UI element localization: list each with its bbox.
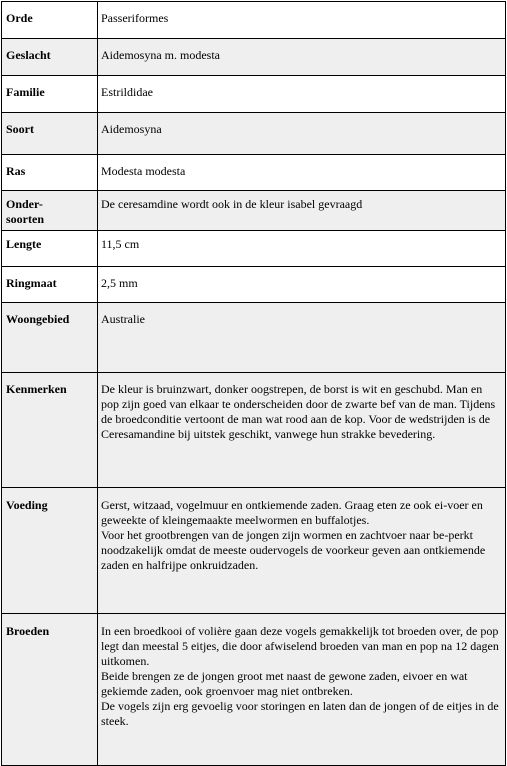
row-value: [98, 76, 506, 113]
row-label: Kenmerken: [2, 373, 98, 488]
row-value-text: In een broedkooi of volière gaan deze vogels gemakkelijk tot broeden over, de pop legt dan meestal 5 eitjes, die door afwiselend broeden van man en pop na 12 dagen uitkomen.: [101, 624, 499, 668]
row-orde: [2, 2, 506, 39]
row-value-text: Australie: [101, 312, 145, 326]
row-label: [2, 191, 98, 231]
row-value-text: Beide brengen ze de jongen groot met naast de gewone zaden, eivoer en wat gekiemde zaden, ook groenvoer mag niet ontbreken.: [101, 669, 468, 698]
row-value: [98, 2, 506, 39]
row-label: Geslacht: [2, 39, 98, 76]
row-value: [98, 113, 506, 155]
row-label: Lengte: [2, 231, 98, 267]
row-familie: [2, 76, 506, 113]
row-label: Woongebied: [2, 303, 98, 373]
row-value: [98, 614, 506, 766]
row-value-text: Passeriformes: [101, 11, 169, 25]
row-value-text: De ceresamdine wordt ook in de kleur isabel gevraagd: [101, 197, 363, 211]
row-value: [98, 231, 506, 267]
row-value: [98, 191, 506, 231]
row-value-text: De vogels zijn erg gevoelig voor storingen en laten dan de jongen of de eitjes in de steek.: [101, 699, 499, 728]
row-value: [98, 373, 506, 488]
row-value-text: Aidemosyna: [101, 122, 162, 136]
row-value-text: Voor het grootbrengen van de jongen zijn wormen en zachtvoer naar be-perkt noodzakelijk omdat de meeste oudervogels de voorkeur geven aan ontkiemende zaden en halfrijpe onkruidzaden.: [101, 528, 486, 572]
row-value: [98, 267, 506, 303]
row-soort: [2, 113, 506, 155]
row-label: Familie: [2, 76, 98, 113]
row-label: Soort: [2, 113, 98, 155]
row-value-text: 11,5 cm: [101, 237, 140, 251]
row-broeden: [2, 614, 506, 766]
row-value: [98, 488, 506, 614]
row-value: [98, 155, 506, 191]
row-ras: [2, 155, 506, 191]
row-ringmaat: [2, 267, 506, 303]
label-line: soorten: [6, 212, 44, 226]
row-value: [98, 39, 506, 76]
row-label: Broeden: [2, 614, 98, 766]
row-value-text: 2,5 mm: [101, 276, 138, 290]
row-woongebied: [2, 303, 506, 373]
row-value-text: Estrildidae: [101, 85, 153, 99]
row-label: Ringmaat: [2, 267, 98, 303]
row-value-text: Modesta modesta: [101, 164, 186, 178]
row-label: Orde: [2, 2, 98, 39]
row-geslacht: [2, 39, 506, 76]
row-kenmerken: [2, 373, 506, 488]
row-value-text: Aidemosyna m. modesta: [101, 48, 220, 62]
label-line: Onder-: [6, 197, 43, 211]
row-label: Voeding: [2, 488, 98, 614]
row-label: Ras: [2, 155, 98, 191]
row-value-text: Gerst, witzaad, vogelmuur en ontkiemende zaden. Graag eten ze ook ei-voer en geweekte of kleingemaakte meelwormen en buffalotjes.: [101, 498, 483, 527]
row-voeding: [2, 488, 506, 614]
row-lengte: [2, 231, 506, 267]
row-value-text: De kleur is bruinzwart, donker oogstrepen, de borst is wit en geschubd. Man en pop zijn goed van elkaar te onderscheiden door de zwarte bef van de man. Tijdens de broedconditie vertoont de man wat rood aan de kop. Voor de wedstrijden is de Ceresamandine bij uitstek geschikt, vanwege hun strakke bevedering.: [101, 382, 496, 441]
row-ondersoorten: [2, 191, 506, 231]
row-value: [98, 303, 506, 373]
bird-info-table: [1, 1, 506, 766]
